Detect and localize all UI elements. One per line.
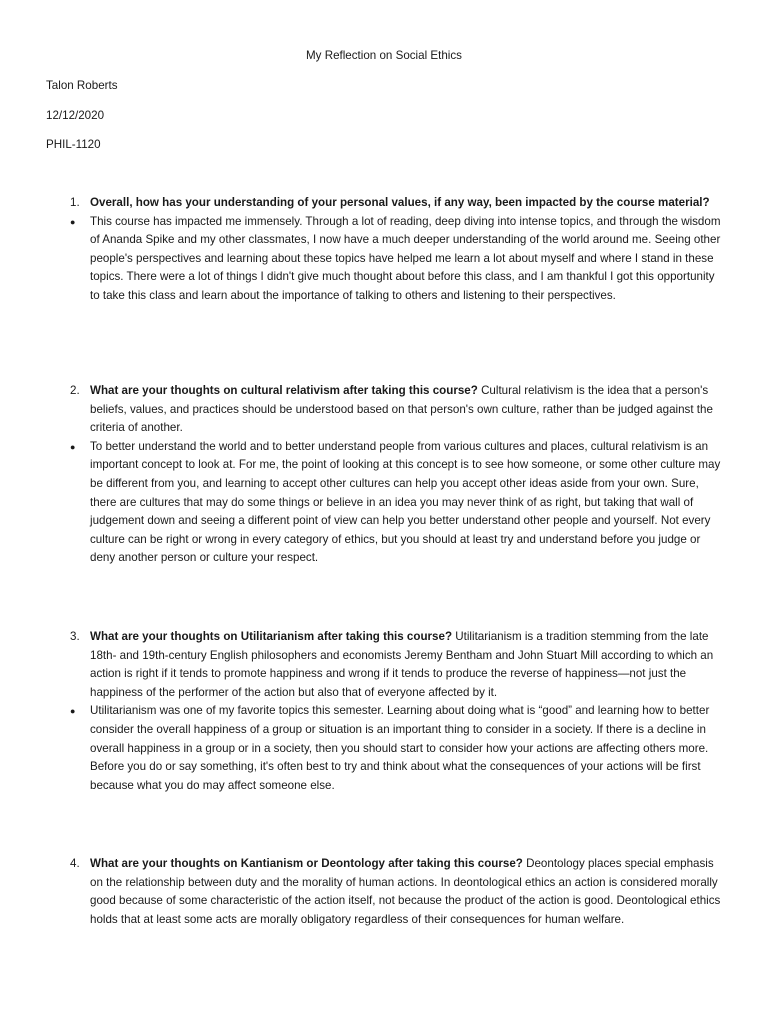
question-text: What are your thoughts on Utilitarianism after taking this course? [90, 630, 453, 643]
section-2 [70, 382, 722, 568]
section-1 [70, 194, 722, 306]
section-4 [70, 855, 722, 929]
question-number: 2. [70, 384, 80, 397]
answer-item [70, 213, 722, 306]
question-number: 3. [70, 630, 80, 643]
question-text: What are your thoughts on Kantianism or Deontology after taking this course? [90, 857, 523, 870]
question-definition: Utilitarianism is a tradition stemming from the late 18th- and 19th-century English philosophers and economists Jeremy Bentham and John Stuart Mill according to which an action is right if it tends to promote happiness and wrong if it tends to produce the reverse of happiness—not just the happiness of the performer of the action but also that of everyone affected by it. [90, 630, 714, 699]
answer-text: To better understand the world and to better understand people from various cultures and places, cultural relativism is an important concept to look at. For me, the point of looking at this concept is to see how someone, or some other culture may be different from you, and learning to accept other cultures can help you accept other ideas aside from your own. Sure, there are cultures that may do some things or believe in an idea you may never think of as right, but taking that wall of judgement down and seeing a different point of view can help you better understand other people and yourself. Not every culture can be right or wrong in every category of ethics, but you should at least try and understand before you judge or deny another person or culture your respect. [90, 439, 721, 565]
question-definition: Cultural relativism is the idea that a person's beliefs, values, and practices should be understood based on that person's own culture, rather than be judged against the criteria of another. [90, 384, 713, 435]
bullet-icon: ● [70, 441, 76, 452]
bullet-icon: ● [70, 706, 76, 717]
answer-text: Utilitarianism was one of my favorite topics this semester. Learning about doing what is “good” and learning how to better consider the overall happiness of a group or situation is an important thing to consider in a society. If there is a decline in overall happiness in a group or in a society, then you should start to consider how your actions are affecting others more. Before you do or say something, it's often best to try and think about what the consequences of your actions will be first because what you do may affect someone else. [90, 704, 710, 792]
question-number: 1. [70, 196, 80, 209]
answer-item [70, 702, 722, 795]
bullet-icon: ● [70, 216, 76, 227]
document-title: My Reflection on Social Ethics [306, 49, 462, 62]
question-item [70, 855, 722, 929]
question-definition: Deontology places special emphasis on the relationship between duty and the morality of human actions. In deontological ethics an action is considered morally good because of some characteristic of the action itself, not because the product of the action is good. Deontological ethics holds that at least some acts are morally obligatory regardless of their consequences for human welfare. [90, 857, 721, 926]
answer-text: This course has impacted me immensely. Through a lot of reading, deep diving into intense topics, and through the wisdom of Ananda Spike and my other classmates, I now have a much deeper understanding of the world around me. Seeing other people's perspectives and learning about these topics have helped me learn a lot about myself and where I stand in these topics. There were a lot of things I didn't give much thought about before this class, and I am thankful I got this opportunity to take this class and learn about the importance of talking to others and listening to their perspectives. [90, 214, 721, 302]
question-item [70, 382, 722, 438]
section-3 [70, 628, 722, 795]
question-number: 4. [70, 857, 80, 870]
author-name: Talon Roberts [46, 79, 118, 92]
course-code: PHIL-1120 [46, 138, 101, 151]
question-text: What are your thoughts on cultural relativism after taking this course? [90, 384, 478, 397]
question-text: Overall, how has your understanding of your personal values, if any way, been impacted by the course material? [90, 196, 710, 209]
question-item [70, 194, 722, 213]
document-date: 12/12/2020 [46, 109, 105, 122]
answer-item [70, 438, 722, 568]
question-item [70, 628, 722, 702]
